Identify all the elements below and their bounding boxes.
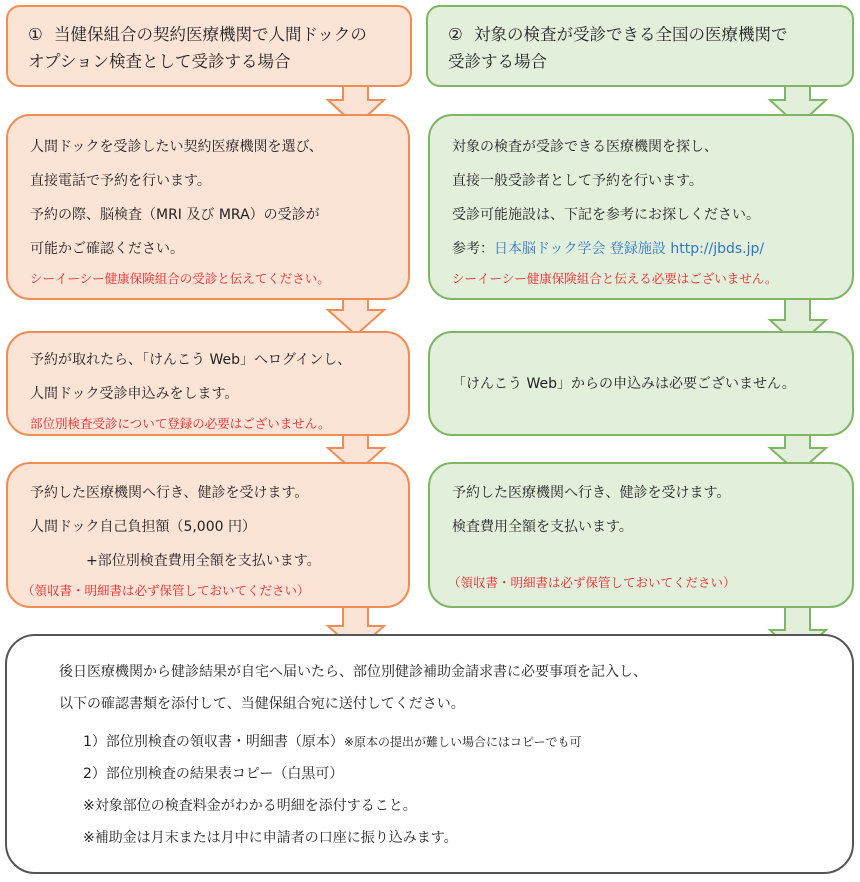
left-step2-line: 予約が取れたら、「けんこう Web」へログインし、 — [30, 352, 352, 368]
left-step1-line: 予約の際、脳検査（MRI 及び MRA）の受診が — [30, 207, 320, 223]
jbds-link[interactable]: 日本脳ドック学会 登録施設 http://jbds.jp/ — [494, 241, 765, 257]
left-step1-line: 直接電話で予約を行います。 — [30, 173, 211, 189]
left-step1-line: 人間ドックを受診したい契約医療機関を選び、 — [30, 139, 323, 155]
right-header-box — [426, 5, 854, 87]
final-item-1-note: ※原本の提出が難しい場合にはコピーでも可 — [343, 735, 582, 749]
final-intro-line: 後日医療機関から健診結果が自宅へ届いたら、部位別健診補助金請求書に必要事項を記入し、 — [59, 664, 647, 680]
right-header-text1: 対象の検査が受診できる全国の医療機関で — [474, 25, 788, 44]
left-header-line1 — [28, 21, 410, 48]
right-step1-box — [428, 114, 854, 300]
left-header-number: ① — [28, 25, 43, 44]
left-header-box — [6, 5, 412, 87]
right-step3-line: 予約した医療機関へ行き、健診を受けます。 — [452, 485, 731, 501]
left-step3-box — [6, 462, 410, 608]
reference-label: 参考： — [452, 241, 494, 257]
right-step1-line: 受診可能施設は、下記を参考にお探しください。 — [452, 207, 760, 223]
final-checklist — [59, 726, 852, 854]
left-step1-box — [6, 114, 410, 300]
right-step3-note: （領収書・明細書は必ず保管しておいてください） — [448, 575, 736, 590]
left-step3-line: 人間ドック自己負担額（5,000 円） — [30, 519, 256, 535]
right-step2-box — [428, 331, 854, 436]
left-header-text1: 当健保組合の契約医療機関で人間ドックの — [54, 25, 367, 44]
left-step3-note: （領収書・明細書は必ず保管しておいてください） — [22, 583, 310, 598]
right-step3-line: 検査費用全額を支払います。 — [452, 519, 633, 535]
left-step2-box — [6, 331, 410, 436]
right-step1-reference — [452, 232, 852, 266]
left-step1-note: シーイーシー健康保険組合の受診と伝えてください。 — [30, 271, 330, 286]
left-step3-line: +部位別検査費用全額を支払います。 — [86, 553, 321, 569]
left-header-text2: オプション検査として受診する場合 — [28, 52, 291, 71]
left-step2-line: 人間ドック受診申込みをします。 — [30, 386, 239, 402]
right-header-text2: 受診する場合 — [448, 52, 547, 71]
right-step1-note: シーイーシー健康保険組合と伝える必要はございません。 — [452, 271, 778, 286]
left-step2-note: 部位別検査受診について登録の必要はございません。 — [30, 416, 331, 431]
final-note: ※補助金は月末または月中に申請者の口座に振り込みます。 — [83, 830, 458, 846]
right-step1-line: 対象の検査が受診できる医療機関を探し、 — [452, 139, 718, 155]
arrow-down-icon — [328, 295, 384, 335]
right-header-number: ② — [448, 25, 463, 44]
final-item-1-text: 1）部位別検査の領収書・明細書（原本） — [83, 734, 344, 750]
right-step3-box — [428, 462, 854, 608]
final-intro-line: 以下の確認書類を添付して、当健保組合宛に送付してください。 — [59, 696, 465, 712]
right-header-line1 — [448, 21, 852, 48]
left-step1-line: 可能かご確認ください。 — [30, 241, 184, 257]
final-note: ※対象部位の検査料金がわかる明細を添付すること。 — [83, 798, 417, 814]
final-item-2: 2）部位別検査の結果表コピー（白黒可） — [83, 766, 344, 782]
final-item-1 — [83, 726, 852, 758]
left-step3-line: 予約した医療機関へ行き、健診を受けます。 — [30, 485, 309, 501]
final-instructions-box — [5, 634, 854, 874]
right-step2-text: 「けんこう Web」からの申込みは必要ございません。 — [452, 376, 796, 392]
right-step1-line: 直接一般受診者として予約を行います。 — [452, 173, 703, 189]
